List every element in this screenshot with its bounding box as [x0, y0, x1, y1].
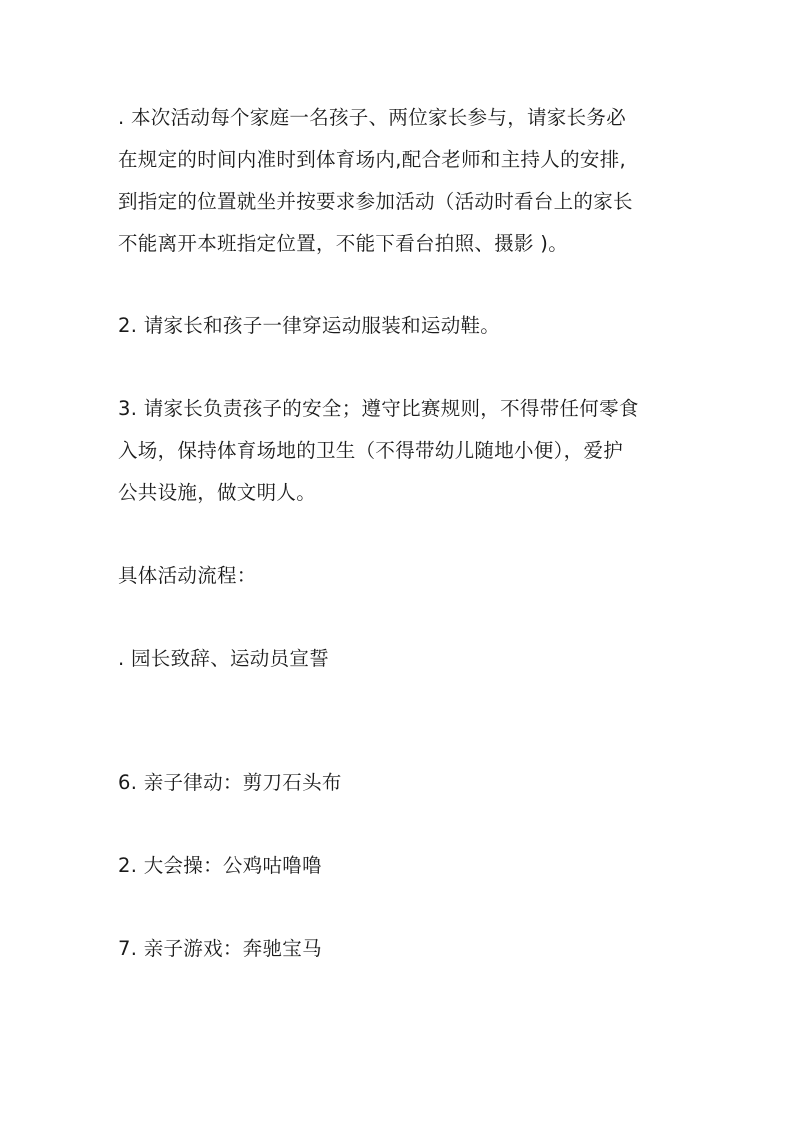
paragraph-6-line-1: 6. 亲子律动：剪刀石头布 [118, 771, 342, 794]
paragraph-1-line-4: 不能离开本班指定位置，不能下看台拍照、摄影 )。 [118, 232, 569, 255]
paragraph-1-line-1: . 本次活动每个家庭一名孩子、两位家长参与，请家长务必 [118, 106, 626, 129]
paragraph-7-line-1: 2. 大会操：公鸡咕噜噜 [118, 854, 322, 877]
paragraph-1-line-3: 到指定的位置就坐并按要求参加活动（活动时看台上的家长 [118, 190, 633, 213]
paragraph-1-line-2: 在规定的时间内准时到体育场内,配合老师和主持人的安排, [118, 148, 626, 171]
paragraph-3-line-1: 3. 请家长负责孩子的安全；遵守比赛规则，不得带任何零食 [118, 397, 639, 420]
paragraph-3-line-2: 入场，保持体育场地的卫生（不得带幼儿随地小便），爱护 [118, 439, 624, 462]
paragraph-4-line-1: 具体活动流程： [118, 564, 257, 587]
paragraph-2-line-1: 2. 请家长和孩子一律穿运动服装和运动鞋。 [118, 314, 501, 337]
paragraph-8-line-1: 7. 亲子游戏：奔驰宝马 [118, 937, 322, 960]
paragraph-5-line-1: . 园长致辞、运动员宣誓 [118, 647, 329, 670]
paragraph-3-line-3: 公共设施，做文明人。 [118, 481, 317, 504]
